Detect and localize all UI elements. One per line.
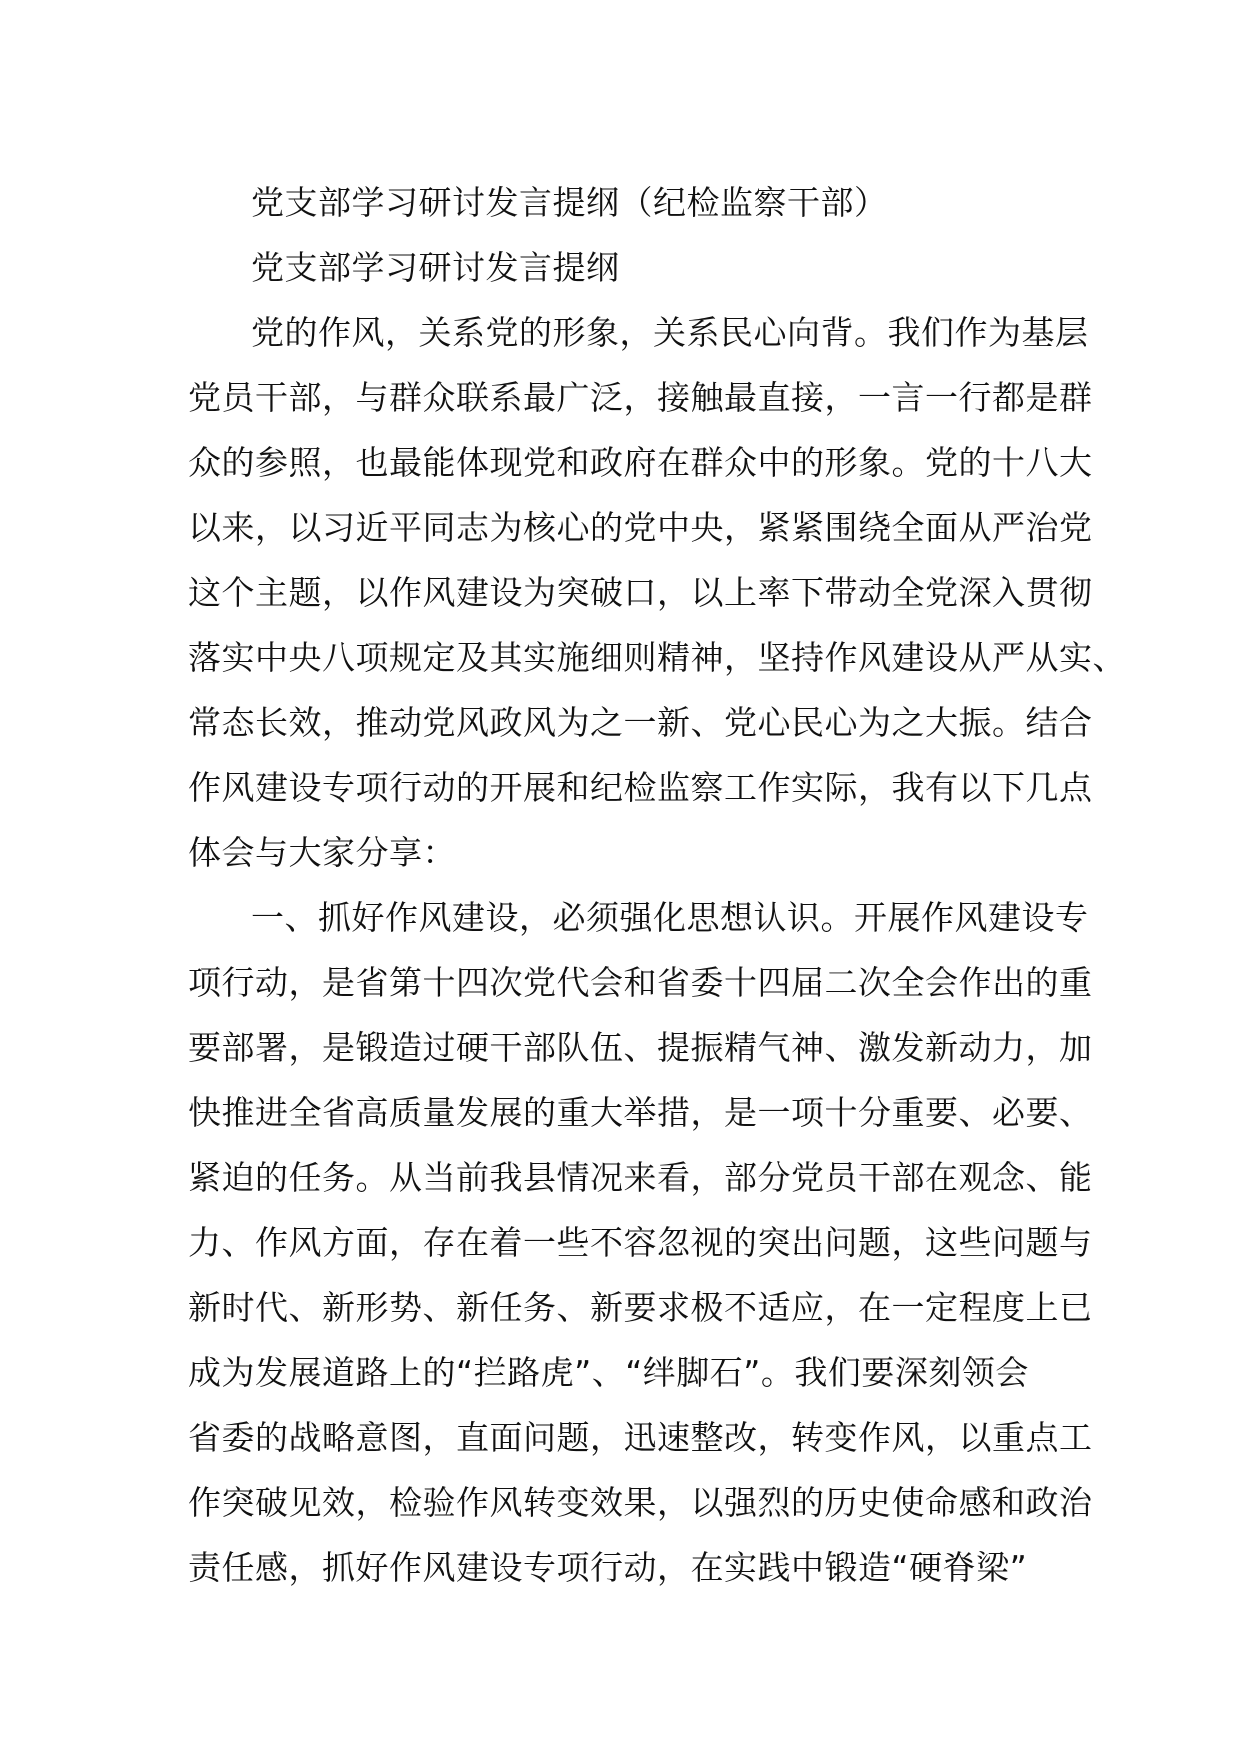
paragraph-line: 常态长效，推动党风政风为之一新、党心民心为之大振。结合 xyxy=(188,703,1093,742)
paragraph-line: 一、抓好作风建设，必须强化思想认识。开展作风建设专 xyxy=(251,898,1089,937)
paragraph-line: 新时代、新形势、新任务、新要求极不适应，在一定程度上已 xyxy=(188,1288,1093,1327)
document-body xyxy=(188,170,1126,1600)
document-title: 党支部学习研讨发言提纲（纪检监察干部） xyxy=(251,183,888,222)
paragraph-line: 体会与大家分享： xyxy=(188,833,456,872)
paragraph-point-one xyxy=(188,885,1093,1600)
paragraph-line: 省委的战略意图，直面问题，迅速整改，转变作风，以重点工 xyxy=(188,1418,1093,1457)
paragraph-line: 要部署，是锻造过硬干部队伍、提振精气神、激发新动力，加 xyxy=(188,1028,1093,1067)
paragraph-line: 紧迫的任务。从当前我县情况来看，部分党员干部在观念、能 xyxy=(188,1158,1093,1197)
paragraph-line: 快推进全省高质量发展的重大举措，是一项十分重要、必要、 xyxy=(188,1093,1093,1132)
paragraph-line: 这个主题，以作风建设为突破口，以上率下带动全党深入贯彻 xyxy=(188,573,1093,612)
paragraph-line: 作风建设专项行动的开展和纪检监察工作实际，我有以下几点 xyxy=(188,768,1093,807)
paragraph-line: 项行动，是省第十四次党代会和省委十四届二次全会作出的重 xyxy=(188,963,1093,1002)
document-subtitle: 党支部学习研讨发言提纲 xyxy=(251,248,620,287)
paragraph-line: 众的参照，也最能体现党和政府在群众中的形象。党的十八大 xyxy=(188,443,1093,482)
paragraph-line: 以来，以习近平同志为核心的党中央，紧紧围绕全面从严治党 xyxy=(188,508,1093,547)
paragraph-line: 成为发展道路上的“拦路虎”、“绊脚石”。我们要深刻领会 xyxy=(188,1353,1029,1392)
paragraph-intro xyxy=(188,300,1126,885)
paragraph-line: 落实中央八项规定及其实施细则精神，坚持作风建设从严从实、 xyxy=(188,638,1126,677)
paragraph-line: 力、作风方面，存在着一些不容忽视的突出问题，这些问题与 xyxy=(188,1223,1093,1262)
paragraph-line: 责任感，抓好作风建设专项行动，在实践中锻造“硬脊梁” xyxy=(188,1548,1028,1587)
paragraph-line: 党的作风，关系党的形象，关系民心向背。我们作为基层 xyxy=(251,313,1089,352)
paragraph-line: 作突破见效，检验作风转变效果，以强烈的历史使命感和政治 xyxy=(188,1483,1093,1522)
paragraph-line: 党员干部，与群众联系最广泛，接触最直接，一言一行都是群 xyxy=(188,378,1093,417)
